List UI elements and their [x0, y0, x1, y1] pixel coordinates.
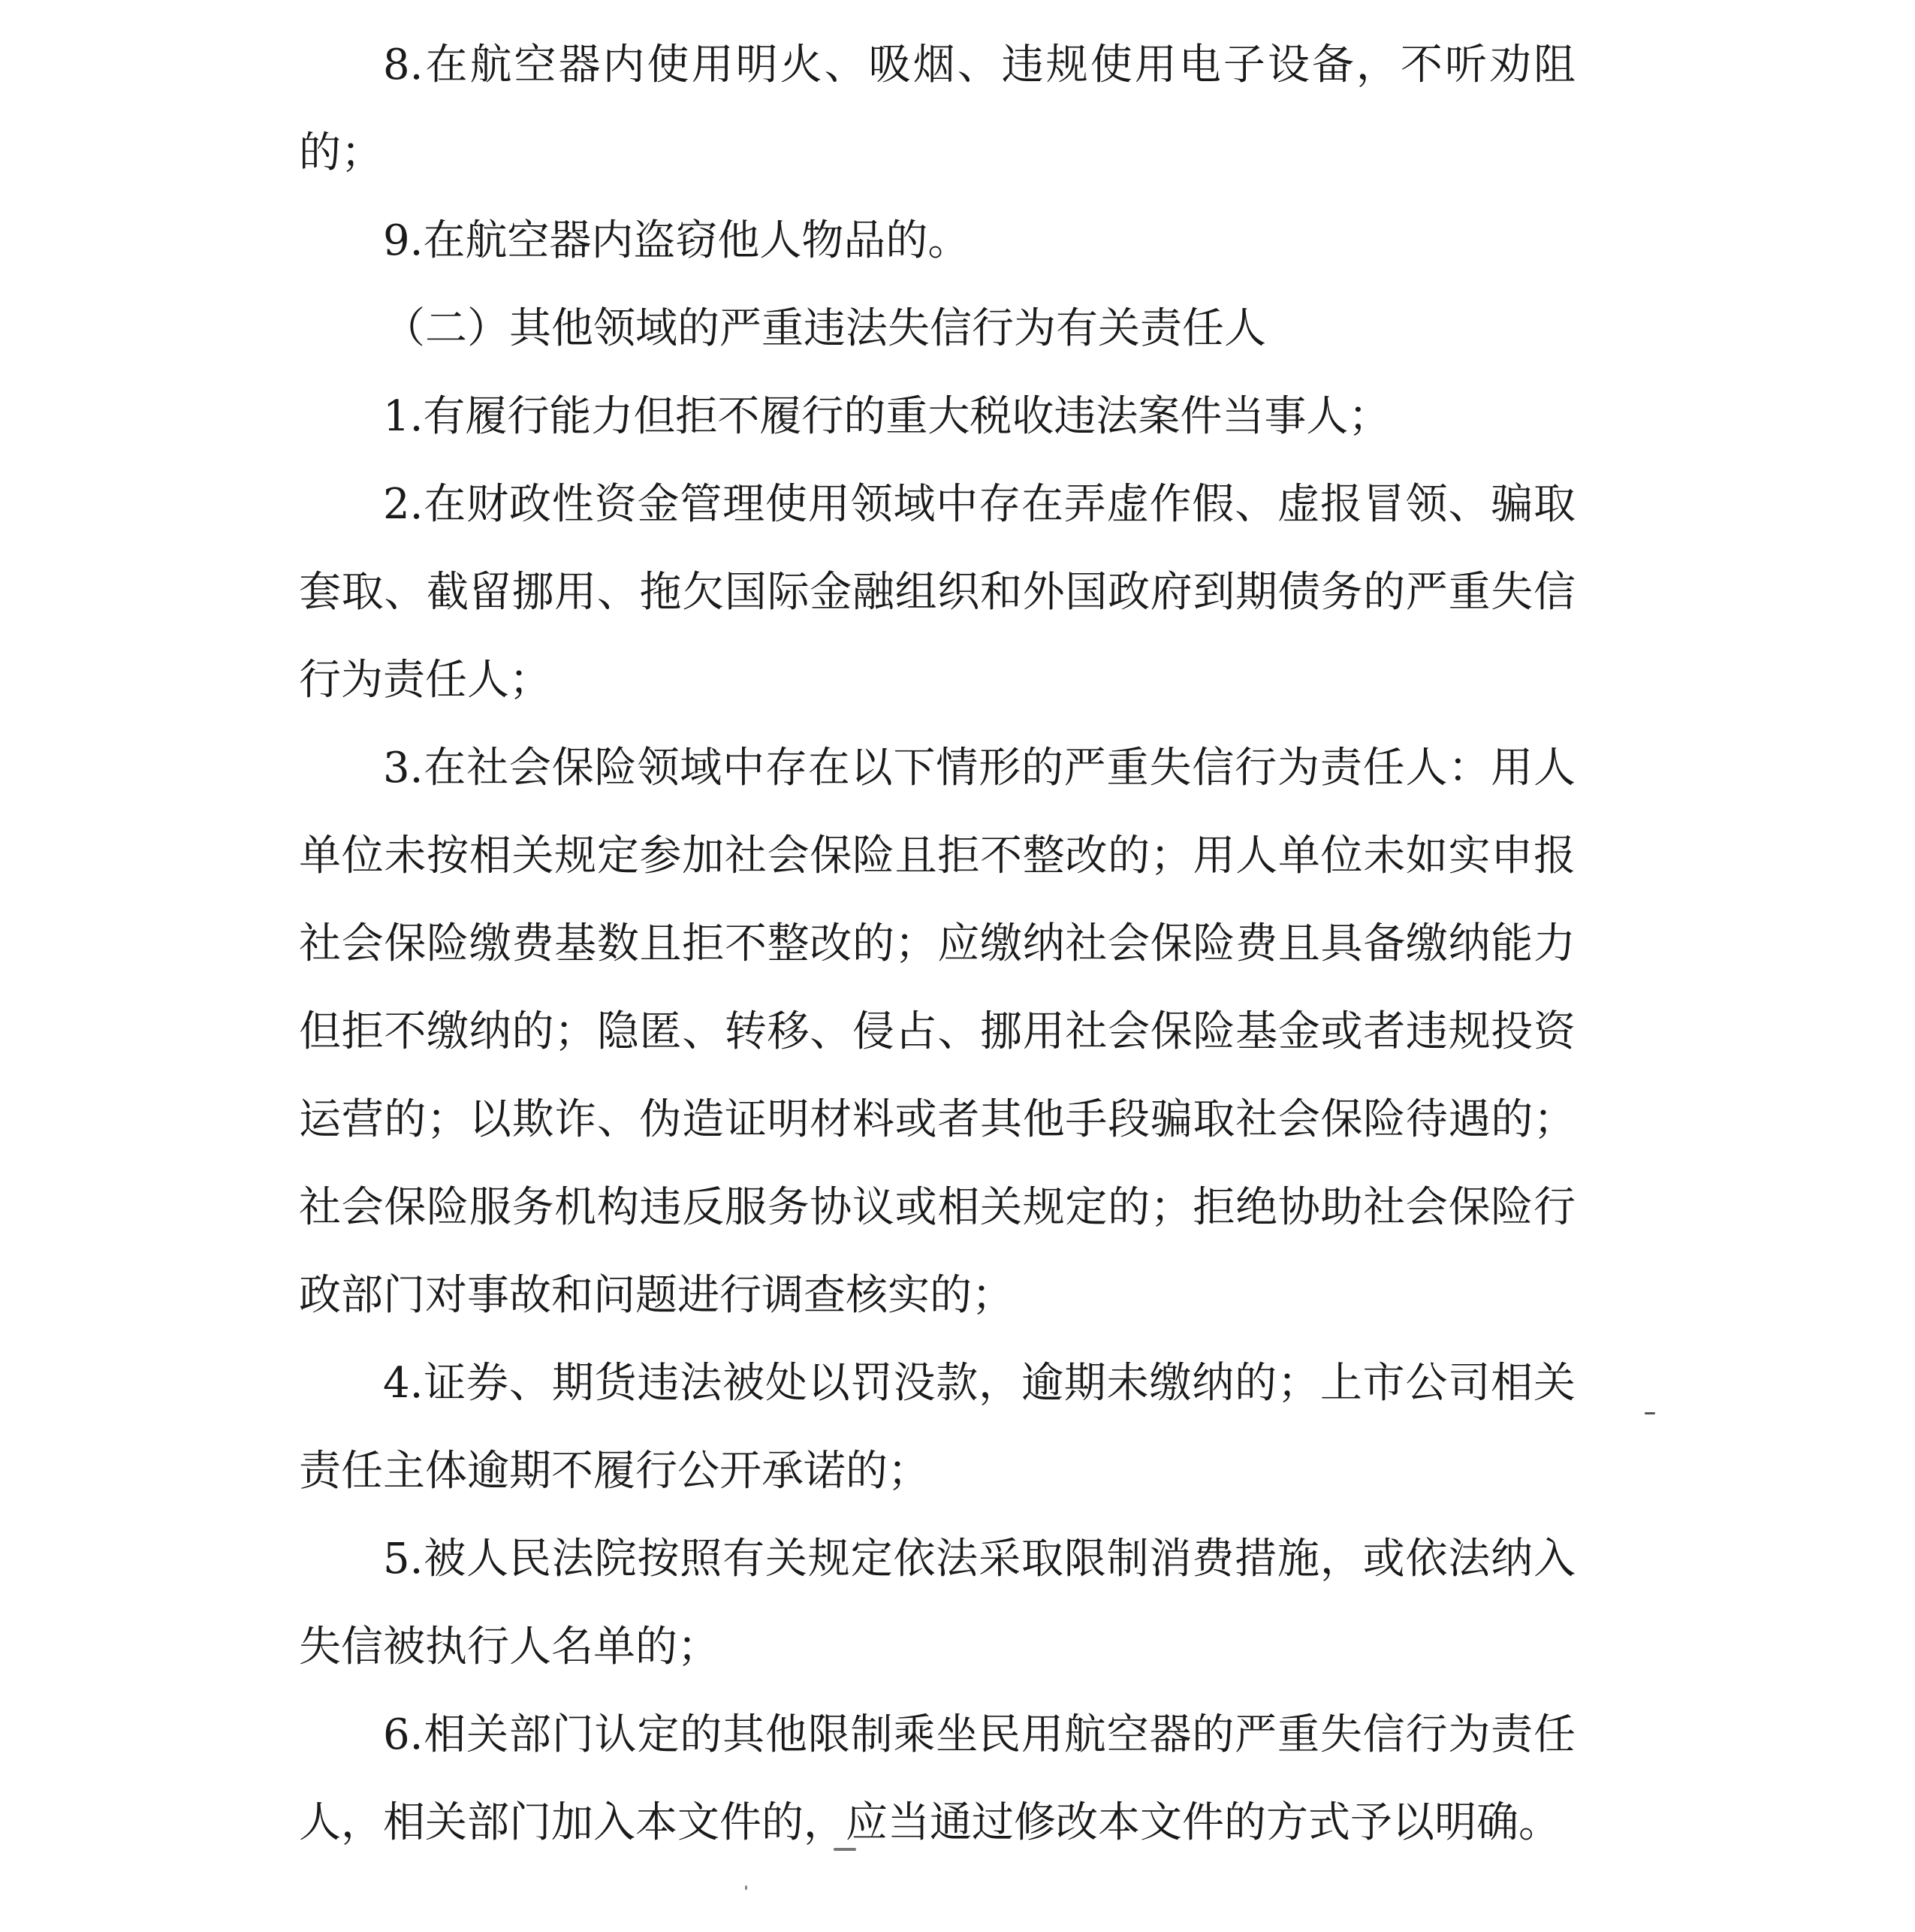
paragraph-s2-item-1: 1.有履行能力但拒不履行的重大税收违法案件当事人； — [383, 392, 1391, 441]
scan-speck — [745, 1885, 747, 1890]
paragraph-s2-item-6: 6.相关部门认定的其他限制乘坐民用航空器的严重失信行为责任人，相关部门加入本文件的，应当通过修改本文件的方式予以明确。 — [299, 1710, 1576, 1847]
paragraph-item-8: 8.在航空器内使用明火、吸烟、违规使用电子设备，不听劝阻的； — [299, 41, 1576, 177]
scan-speck — [834, 1848, 856, 1851]
document-body — [299, 21, 1576, 1867]
paragraph-s2-item-4: 4.证券、期货违法被处以罚没款，逾期未缴纳的；上市公司相关责任主体逾期不履行公开承诺的； — [299, 1359, 1576, 1496]
paragraph-item-9: 9.在航空器内盗窃他人物品的。 — [383, 216, 970, 265]
paragraph-s2-item-5: 5.被人民法院按照有关规定依法采取限制消费措施，或依法纳入失信被执行人名单的； — [299, 1535, 1576, 1671]
scan-speck — [1645, 1412, 1655, 1414]
section-heading: （二）其他领域的严重违法失信行为有关责任人 — [383, 304, 1266, 353]
paragraph-s2-item-2: 2.在财政性资金管理使用领域中存在弄虚作假、虚报冒领、骗取套取、截留挪用、拖欠国际金融组织和外国政府到期债务的严重失信行为责任人； — [299, 480, 1576, 705]
paragraph-s2-item-3: 3.在社会保险领域中存在以下情形的严重失信行为责任人：用人单位未按相关规定参加社会保险且拒不整改的；用人单位未如实申报社会保险缴费基数且拒不整改的；应缴纳社会保险费且具备缴纳能力但拒不缴纳的；隐匿、转移、侵占、挪用社会保险基金或者违规投资运营的；以欺诈、伪造证明材料或者其他手段骗取社会保险待遇的；社会保险服务机构违反服务协议或相关规定的；拒绝协助社会保险行政部门对事故和问题进行调查核实的； — [299, 744, 1576, 1320]
